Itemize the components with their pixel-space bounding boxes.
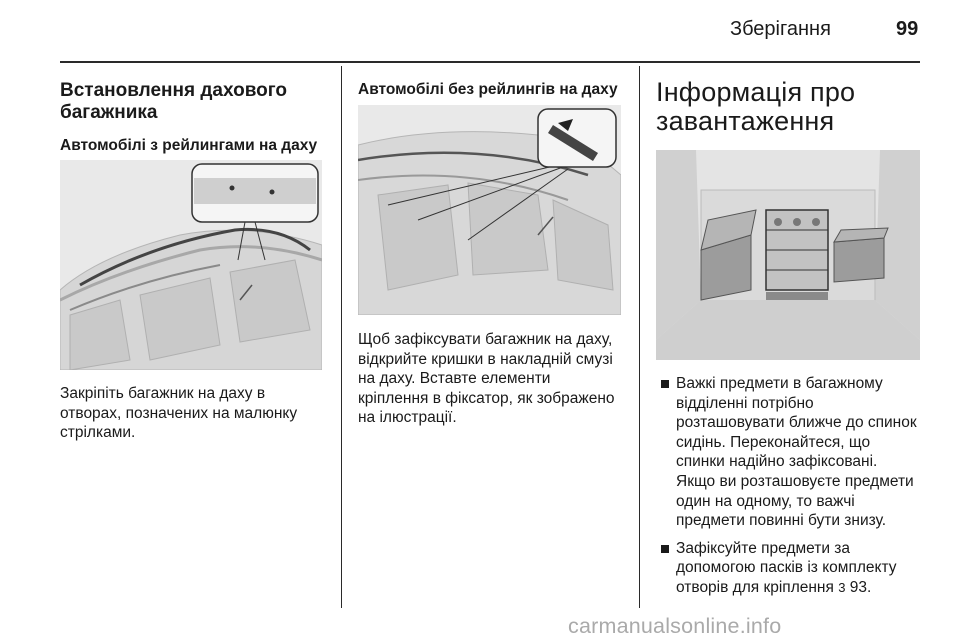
page-reference-icon[interactable]: 3 (838, 579, 846, 595)
paragraph-with-rails: Закріпіть багажник на даху в отворах, позначених на малюнку стрілками. (60, 385, 298, 442)
list-item: Зафіксуйте предмети за допомогою пасків із комплекту отворів для кріплення 3 93. (661, 539, 927, 598)
paragraph-without-rails: Щоб зафіксувати багажник на даху, відкрийте кришки в накладній смузі на даху. Вставте елементи кріплення в фіксатор, як зображено на ілюстрації. (358, 331, 615, 427)
page-reference-link[interactable]: 93. (845, 578, 872, 596)
column-divider (639, 66, 640, 608)
section-heading-roof-rack: Встановлення дахового багажника (60, 80, 288, 123)
subheading-with-rails: Автомобілі з рейлингами на даху (60, 137, 318, 154)
list-item: Важкі предмети в багажному відділенні потрібно розташовувати ближче до спинок сидінь. Переконайтеся, що спинки надійно зафіксовані. Якщо ви розташовуєте предмети один на одному, то важчі предмети повинні бути знизу. (661, 374, 927, 531)
illustration-roof-with-rails (60, 160, 322, 370)
subheading-without-rails: Автомобілі без рейлингів на даху (358, 81, 618, 98)
page-number: 99 (896, 18, 919, 40)
header-rule (60, 61, 920, 63)
watermark: carmanualsonline.info (568, 614, 782, 638)
section-heading-loading: Інформація про завантаження (656, 77, 856, 136)
cross-reference-line: отворів для кріплення 3 93. (676, 578, 872, 596)
square-bullet-icon (661, 545, 669, 553)
running-header-title: Зберігання (730, 18, 831, 40)
loading-instructions-list (661, 374, 927, 606)
illustration-cargo-loading (656, 150, 920, 360)
illustration-roof-without-rails (358, 105, 621, 315)
square-bullet-icon (661, 380, 669, 388)
column-divider (341, 66, 342, 608)
